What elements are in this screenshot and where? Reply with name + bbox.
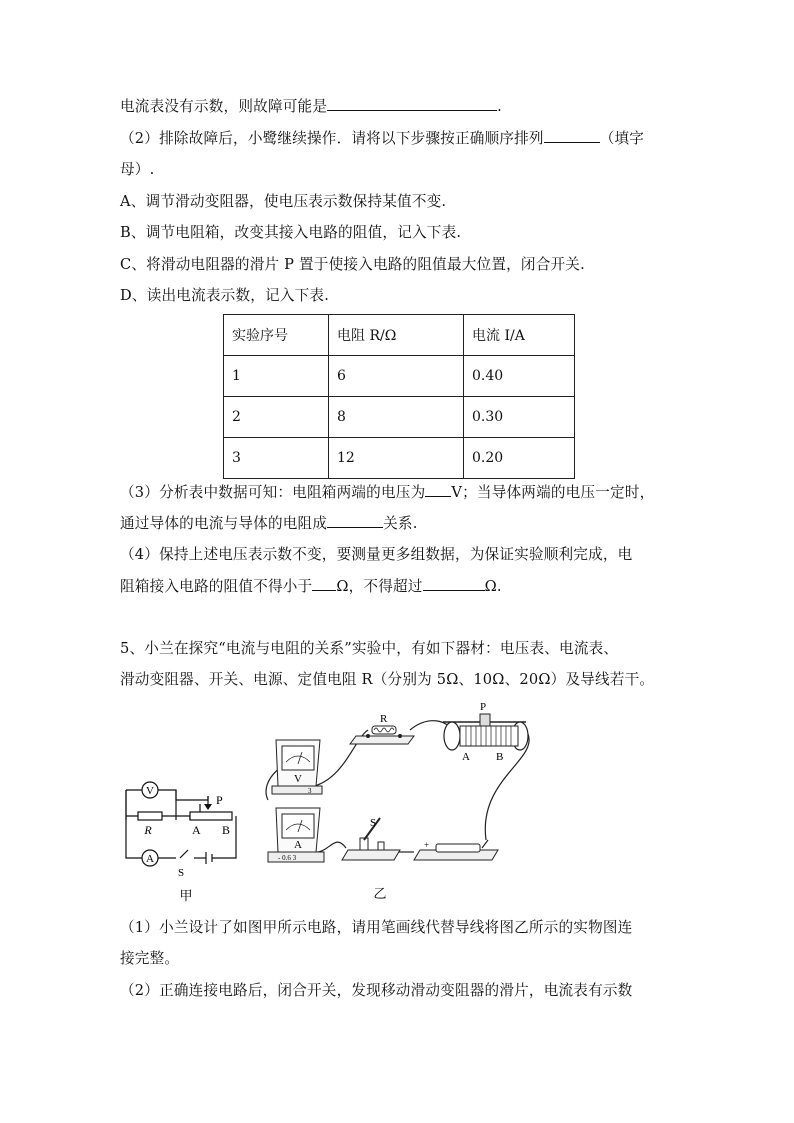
device-battery-plus: + [424,840,430,850]
device-rheostat-a-label: A [462,751,470,763]
answer-blank-min[interactable] [312,576,336,591]
device-switch-label: S [370,817,377,829]
resistor-label: R [144,823,152,837]
resistor-device [350,713,414,744]
device-rheostat-p-label: P [480,701,487,713]
table-header-cell: 电流 I/A [464,315,575,356]
ammeter-device [268,808,324,862]
step-b: B、调节电阻箱，改变其接入电路的阻值，记入下表. [120,224,462,241]
table-header-row [224,315,575,356]
table-cell: 2 [224,397,329,438]
apparatus-yi [266,701,529,901]
problem5-q2: （2）正确连接电路后，闭合开关，发现移动滑动变阻器的滑片，电流表有示数 [120,982,633,999]
table-cell: 0.30 [464,397,575,438]
text-line-q2-cont: 母）. [120,161,155,178]
resistor-symbol [138,812,162,837]
text-line-q4: （4）保持上述电压表示数不变，要测量更多组数据，为保证实验顺利完成，电 [120,546,633,563]
answer-blank-max[interactable] [423,576,485,591]
rheostat-symbol [176,790,236,837]
caption-yi: 乙 [373,886,387,901]
voltmeter-symbol [142,782,158,798]
answer-blank-voltage[interactable] [425,482,451,497]
text-line-q2: （2）排除故障后，小鹭继续操作．请将以下步骤按正确顺序排列 （填字 [120,130,645,147]
step-d: D、读出电流表示数，记入下表. [120,287,330,304]
device-voltmeter-terminal: 3 [308,787,312,795]
device-ammeter-terminals: - 0.6 3 [278,854,297,862]
table-header-cell: 实验序号 [224,315,329,356]
ammeter-symbol [142,850,158,866]
table-cell: 0.20 [464,438,575,479]
text-line-q4-cont: 阻箱接入电路的阻值不得小于 Ω，不得超过 Ω. [120,578,502,595]
table-cell: 8 [329,397,464,438]
problem5-q1: （1）小兰设计了如图甲所示电路，请用笔画线代替导线将图乙所示的实物图连 [120,919,633,936]
answer-blank-order[interactable] [544,128,600,143]
table-row [224,356,575,397]
text-line-fault: 电流表没有示数，则故障可能是 . [120,98,502,115]
step-a: A、调节滑动变阻器，使电压表示数保持某值不变. [120,193,447,210]
rheostat-device [443,701,528,763]
voltmeter-device [272,740,322,795]
answer-blank-relation[interactable] [327,513,383,528]
switch-label: S [178,867,185,879]
device-rheostat-b-label: B [496,751,504,763]
table-row [224,397,575,438]
table-header-cell: 电阻 R/Ω [329,315,464,356]
table-cell: 3 [224,438,329,479]
text-line-q3: （3）分析表中数据可知：电阻箱两端的电压为 V；当导体两端的电压一定时， [120,484,655,501]
table-cell: 6 [329,356,464,397]
voltmeter-label: V [146,785,154,797]
device-ammeter-label: A [294,839,302,851]
text-line-q3-cont: 通过导体的电流与导体的电阻成 关系. [120,515,418,532]
device-voltmeter-label: V [294,773,302,785]
answer-blank-fault[interactable] [327,96,497,111]
circuit-figure [118,700,688,910]
problem5-line2: 滑动变阻器、开关、电源、定值电阻 R（分别为 5Ω、10Ω、20Ω）及导线若干。 [120,671,655,688]
end-b-label: B [222,823,231,837]
data-table [223,314,575,479]
problem5-line1: 5、小兰在探究“电流与电阻的关系”实验中，有如下器材：电压表、电流表、 [120,640,619,657]
table-row [224,438,575,479]
table-cell: 1 [224,356,329,397]
ammeter-label: A [146,853,154,865]
end-a-label: A [192,823,201,837]
step-c: C、将滑动电阻器的滑片 P 置于使接入电路的阻值最大位置，闭合开关. [120,256,585,273]
table-cell: 12 [329,438,464,479]
device-resistor-label: R [380,713,388,725]
switch-device [342,817,400,901]
caption-jia: 甲 [179,888,193,903]
problem5-q1-cont: 接完整。 [120,950,180,967]
battery-device [414,840,498,860]
slider-label: P [216,793,223,807]
table-cell: 0.40 [464,356,575,397]
